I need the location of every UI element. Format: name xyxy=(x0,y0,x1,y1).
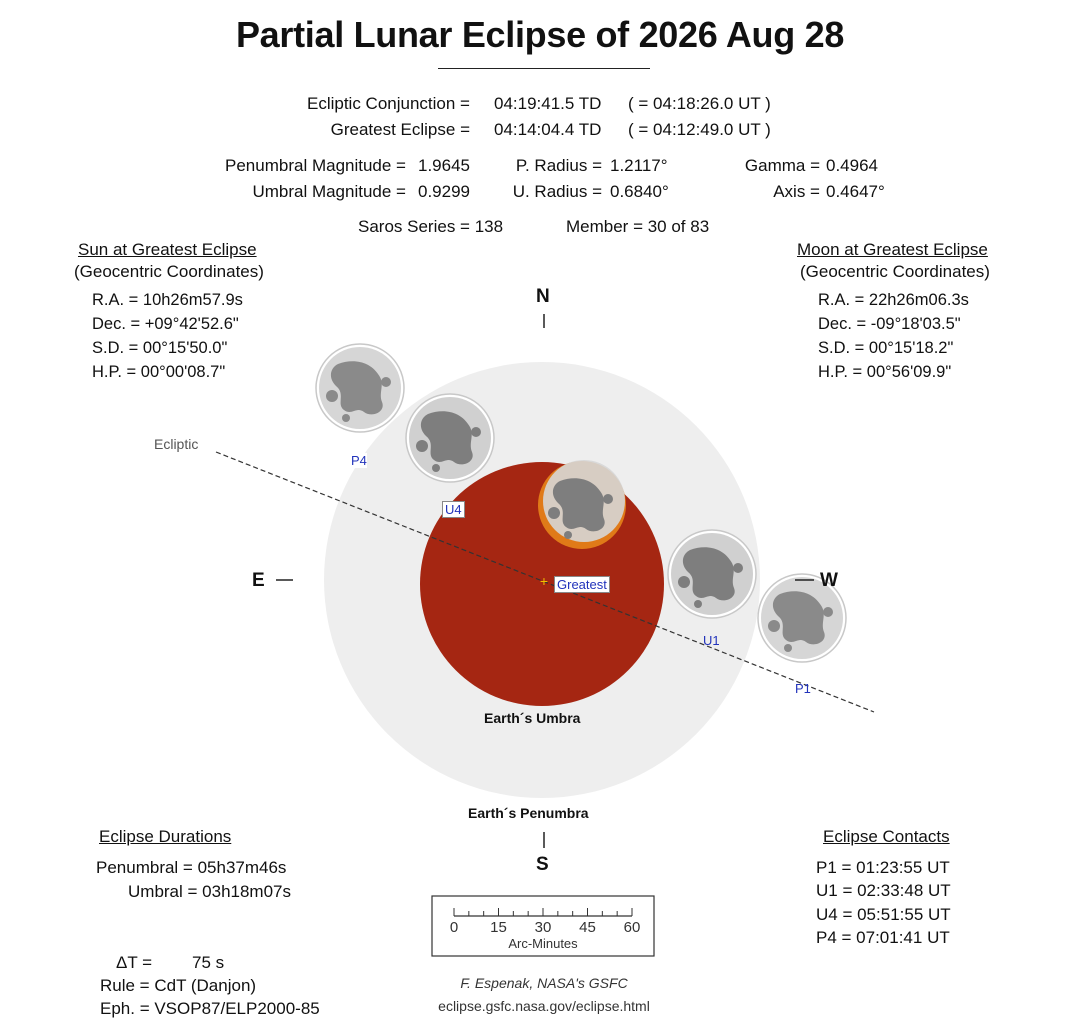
conjunction-ut: ( = 04:18:26.0 UT ) xyxy=(628,94,771,113)
credit-author: F. Espenak, NASA's GSFC xyxy=(460,975,628,991)
moon-dec: Dec. = -09°18'03.5" xyxy=(818,315,961,333)
scale-unit-label: Arc-Minutes xyxy=(508,936,578,951)
moon-u4 xyxy=(406,394,494,482)
moon-subheading: (Geocentric Coordinates) xyxy=(800,262,990,281)
north-label: N xyxy=(536,286,550,307)
greatest-marker: + xyxy=(539,573,549,589)
contact-p1: P1 = 01:23:55 UT xyxy=(816,858,950,877)
credit-url: eclipse.gsfc.nasa.gov/eclipse.html xyxy=(438,998,650,1014)
umbral-duration: Umbral = 03h18m07s xyxy=(128,882,292,901)
delta-t-value: 75 s xyxy=(192,953,225,972)
scale-tick-label: 30 xyxy=(534,919,552,936)
south-label: S xyxy=(536,854,549,875)
contact-u1: U1 = 02:33:48 UT xyxy=(816,881,951,900)
saros-member: Member = 30 of 83 xyxy=(566,217,710,236)
p4-label: P4 xyxy=(351,453,367,468)
umbral-magnitude-label: Umbral Magnitude = xyxy=(252,182,406,201)
sun-heading: Sun at Greatest Eclipse xyxy=(78,240,257,259)
contact-p4: P4 = 07:01:41 UT xyxy=(816,928,950,947)
penumbral-duration: Penumbral = 05h37m46s xyxy=(96,858,287,877)
p1-label: P1 xyxy=(795,681,811,696)
gamma-label: Gamma = xyxy=(744,156,820,175)
sun-dec: Dec. = +09°42'52.6" xyxy=(92,315,239,333)
scale-tick-label: 60 xyxy=(623,919,641,936)
scale-tick-label: 45 xyxy=(579,919,596,936)
penumbra-label: Earth´s Penumbra xyxy=(468,805,589,821)
u-radius-label: U. Radius = xyxy=(512,182,602,201)
greatest-label: Greatest xyxy=(554,576,610,593)
scale-tick-label: 15 xyxy=(490,919,507,936)
ecliptic-label: Ecliptic xyxy=(154,436,199,452)
conjunction-label: Ecliptic Conjunction = xyxy=(306,94,470,113)
u-radius-value: 0.6840° xyxy=(610,182,669,201)
u1-label: U1 xyxy=(703,633,720,648)
saros-series: Saros Series = 138 xyxy=(358,217,504,236)
ephemeris: Eph. = VSOP87/ELP2000-85 xyxy=(100,999,320,1018)
east-label: E xyxy=(252,570,265,591)
contacts-heading: Eclipse Contacts xyxy=(823,827,950,846)
greatest-eclipse-td: 04:14:04.4 TD xyxy=(494,120,602,139)
contact-u4: U4 = 05:51:55 UT xyxy=(816,905,951,924)
greatest-eclipse-label: Greatest Eclipse = xyxy=(330,120,470,139)
sun-ra: R.A. = 10h26m57.9s xyxy=(92,291,243,309)
delta-t-label: ΔT = xyxy=(116,953,153,972)
gamma-value: 0.4964 xyxy=(826,156,878,175)
rule: Rule = CdT (Danjon) xyxy=(100,976,257,995)
moon-sd: S.D. = 00°15'18.2" xyxy=(818,339,954,357)
durations-heading: Eclipse Durations xyxy=(99,827,232,846)
sun-subheading: (Geocentric Coordinates) xyxy=(74,262,264,281)
moon-p4 xyxy=(316,344,404,432)
penumbral-magnitude-label: Penumbral Magnitude = xyxy=(225,156,406,175)
greatest-eclipse-ut: ( = 04:12:49.0 UT ) xyxy=(628,120,771,139)
axis-value: 0.4647° xyxy=(826,182,885,201)
p-radius-value: 1.2117° xyxy=(610,156,668,175)
umbra-label: Earth´s Umbra xyxy=(484,710,581,726)
moon-hp: H.P. = 00°56'09.9" xyxy=(818,363,952,381)
conjunction-td: 04:19:41.5 TD xyxy=(494,94,602,113)
umbral-magnitude-value: 0.9299 xyxy=(418,182,470,201)
page-title: Partial Lunar Eclipse of 2026 Aug 28 xyxy=(235,14,845,55)
moon-heading: Moon at Greatest Eclipse xyxy=(797,240,988,259)
penumbral-magnitude-value: 1.9645 xyxy=(418,156,470,175)
moon-u1 xyxy=(668,530,756,618)
u4-label: U4 xyxy=(442,501,465,518)
sun-sd: S.D. = 00°15'50.0" xyxy=(92,339,228,357)
p-radius-label: P. Radius = xyxy=(515,156,602,175)
west-label: W xyxy=(820,570,838,591)
moon-ra: R.A. = 22h26m06.3s xyxy=(818,291,969,309)
axis-label: Axis = xyxy=(773,182,820,201)
scale-tick-label: 0 xyxy=(449,919,459,936)
sun-hp: H.P. = 00°00'08.7" xyxy=(92,363,226,381)
